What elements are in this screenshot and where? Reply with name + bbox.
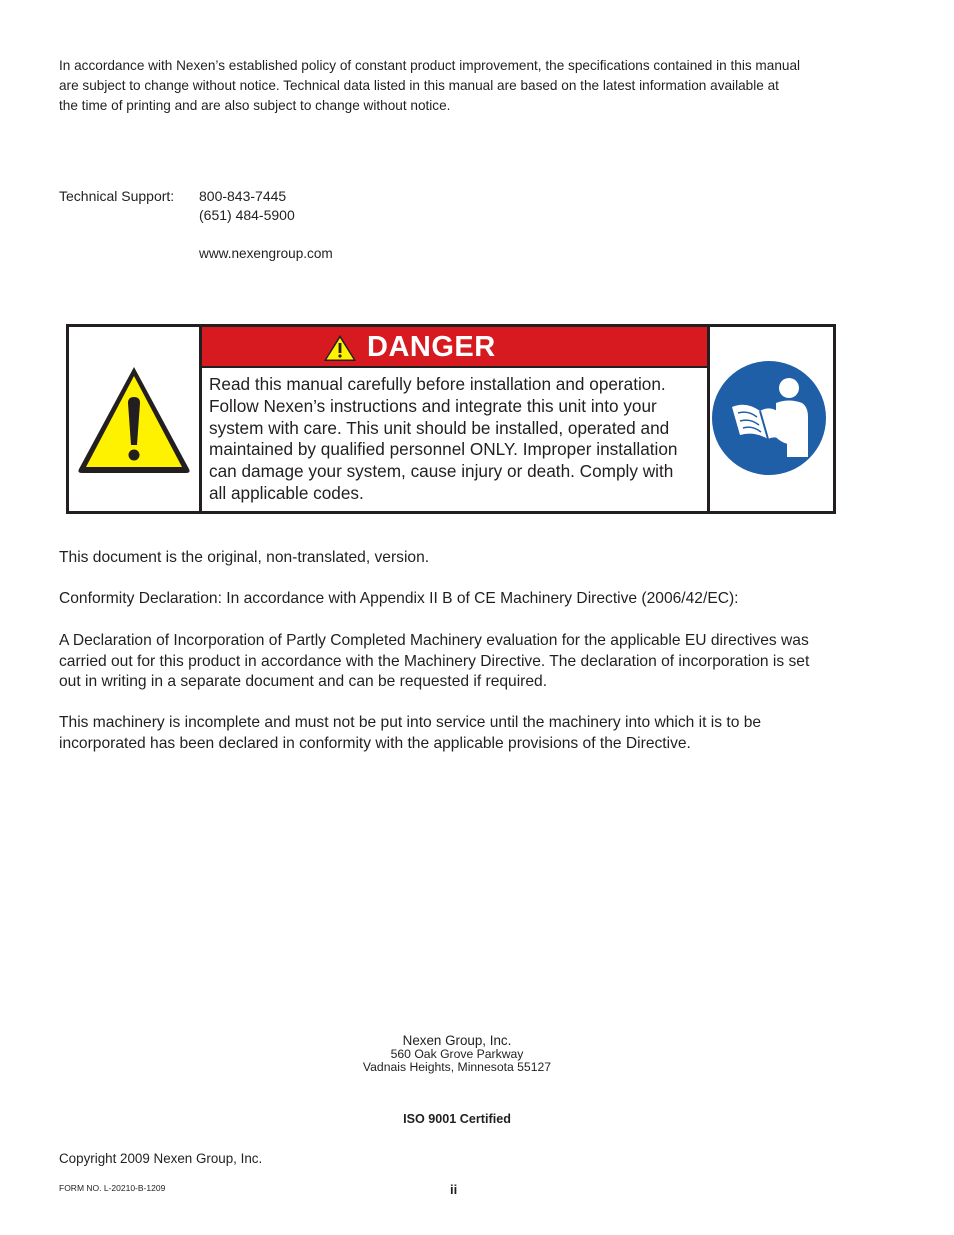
- danger-right-cell: [707, 327, 836, 511]
- danger-line: Follow Nexen’s instructions and integrate this unit into your: [209, 395, 657, 416]
- danger-title: DANGER: [367, 331, 496, 363]
- page-number: ii: [450, 1182, 458, 1197]
- danger-line: all applicable codes.: [209, 482, 364, 503]
- incomplete-machinery-paragraph: [59, 713, 879, 754]
- support-phones: [199, 187, 295, 225]
- intro-line: the time of printing and are also subject to change without notice.: [59, 98, 451, 113]
- read-manual-icon: [710, 327, 836, 511]
- support-phone-primary: 800-843-7445: [199, 188, 287, 204]
- intro-disclaimer: [59, 56, 869, 116]
- declaration-line: carried out for this product in accordance with the Machinery Directive. The declaration of incorporation is set: [59, 652, 810, 670]
- danger-line: maintained by qualified personnel ONLY. Improper installation: [209, 439, 678, 460]
- declaration-paragraph: [59, 631, 879, 693]
- support-website: www.nexengroup.com: [199, 246, 333, 261]
- danger-left-cell: [69, 327, 202, 511]
- copyright: Copyright 2009 Nexen Group, Inc.: [59, 1151, 263, 1166]
- company-street: 560 Oak Grove Parkway: [390, 1047, 524, 1061]
- danger-line: system with care. This unit should be installed, operated and: [209, 417, 670, 438]
- intro-line: In accordance with Nexen’s established policy of constant product improvement, the specifications contained in this manual: [59, 58, 801, 73]
- declaration-line: A Declaration of Incorporation of Partly Completed Machinery evaluation for the applicable EU directives was: [59, 632, 809, 649]
- danger-line: can damage your system, cause injury or death. Comply with: [209, 461, 674, 482]
- incomplete-line: This machinery is incomplete and must not be put into service until the machinery into which it is to be: [59, 714, 762, 731]
- danger-message-cell: [202, 327, 707, 511]
- company-name: Nexen Group, Inc.: [402, 1033, 512, 1048]
- support-label: Technical Support:: [59, 188, 175, 204]
- warning-icon: [323, 334, 357, 362]
- danger-message: [209, 374, 703, 505]
- form-number: FORM NO. L-20210-B-1209: [59, 1183, 166, 1193]
- conformity-declaration: Conformity Declaration: In accordance with Appendix II B of CE Machinery Directive (2006/42/EC):: [59, 590, 739, 607]
- declaration-line: out in writing in a separate document and can be requested if required.: [59, 673, 548, 690]
- iso-certification: ISO 9001 Certified: [403, 1112, 511, 1126]
- intro-line: are subject to change without notice. Technical data listed in this manual are based on the latest information available at: [59, 78, 779, 93]
- warning-triangle-icon: [69, 327, 199, 511]
- incomplete-line: incorporated has been declared in conformity with the applicable provisions of the Directive.: [59, 734, 691, 752]
- danger-header: [202, 327, 707, 368]
- danger-line: Read this manual carefully before installation and operation.: [209, 374, 666, 394]
- original-version-note: This document is the original, non-translated, version.: [59, 549, 430, 566]
- company-city: Vadnais Heights, Minnesota 55127: [362, 1060, 552, 1074]
- support-phone-secondary: (651) 484-5900: [199, 207, 295, 223]
- danger-notice: [66, 324, 836, 514]
